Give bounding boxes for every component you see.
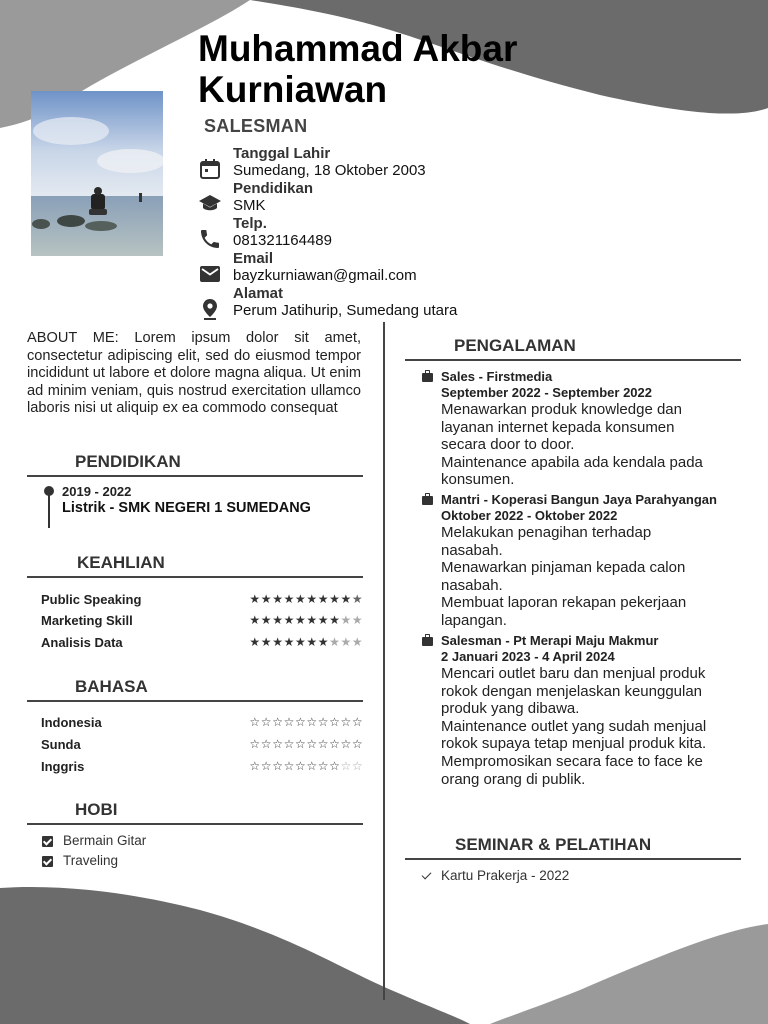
education-degree: Listrik - SMK NEGERI 1 SUMEDANG (62, 500, 311, 516)
star-outline-icon: ☆ (283, 715, 295, 729)
star-filled-icon: ★ (260, 592, 272, 606)
about-me-text: ABOUT ME: Lorem ipsum dolor sit amet, consectetur adipiscing elit, sed do eiusmod tempor incididunt ut labore et dolore magna aliqua. Ut enim ad minim veniam, quis nostrud exercitation ullamco laboris nisi ut aliquip ex ea commodo consequat (27, 330, 361, 416)
star-filled-icon: ★ (294, 613, 306, 627)
calendar-icon (198, 157, 222, 181)
experience-title: Sales - Firstmedia (441, 369, 553, 384)
star-filled-icon: ★ (306, 592, 318, 606)
description-line: produk yang dibawa. (441, 700, 580, 718)
star-outline-icon: ☆ (306, 715, 318, 729)
experience-dates: September 2022 - September 2022 (441, 385, 652, 400)
star-filled-icon: ★ (340, 592, 352, 606)
description-line: Mencari outlet baru dan menjual produk (441, 665, 706, 682)
star-empty-icon: ★ (351, 613, 363, 627)
star-filled-icon: ★ (272, 592, 283, 606)
description-line: rokok dengan menjelaskan keunggulan (441, 682, 703, 700)
star-filled-icon: ★ (283, 592, 295, 606)
star-empty-icon: ★ (351, 635, 363, 649)
skill-rating (249, 611, 363, 629)
language-name: Inggris (41, 759, 85, 774)
seminar-item: Kartu Prakerja - 2022 (441, 868, 570, 883)
info-label: Email (233, 250, 274, 267)
section-title-languages: BAHASA (75, 677, 148, 696)
skill-name: Public Speaking (41, 592, 142, 607)
skill-rating (249, 633, 363, 651)
experience-description (441, 401, 751, 489)
star-outline-icon: ☆ (272, 759, 283, 773)
hobby-label: Traveling (63, 853, 119, 868)
description-line: lapangan. (441, 611, 507, 629)
checkbox-checked-icon (42, 856, 53, 867)
language-rating (249, 757, 363, 775)
star-empty-icon: ★ (340, 635, 352, 649)
info-label: Pendidikan (233, 180, 314, 197)
star-outline-icon: ☆ (294, 715, 306, 729)
description-line: nasabah. (441, 541, 503, 559)
star-filled-icon: ★ (260, 635, 272, 649)
star-empty-icon: ★ (340, 613, 352, 627)
star-filled-icon: ★ (329, 613, 340, 627)
star-outline-icon: ☆ (294, 759, 306, 773)
star-filled-icon: ★ (249, 635, 261, 649)
star-filled-icon: ★ (260, 613, 272, 627)
person-name-line2: Kurniawan (198, 69, 388, 110)
star-half-icon: ★ (351, 592, 363, 606)
info-value: Perum Jatihurip, Sumedang utara (233, 302, 458, 319)
star-filled-icon: ★ (249, 592, 261, 606)
info-label: Tanggal Lahir (233, 145, 331, 162)
section-title-seminars: SEMINAR & PELATIHAN (455, 835, 652, 854)
star-outline-icon: ☆ (351, 715, 363, 729)
star-outline-icon: ☆ (317, 737, 329, 751)
star-filled-icon: ★ (249, 613, 261, 627)
star-outline-icon: ☆ (272, 715, 283, 729)
phone-icon (198, 227, 222, 251)
description-line: orang orang di publik. (441, 770, 586, 788)
language-name: Indonesia (41, 715, 102, 730)
experience-dates: Oktober 2022 - Oktober 2022 (441, 508, 618, 523)
star-outline-icon: ☆ (272, 737, 283, 751)
person-name-line1: Muhammad Akbar (198, 28, 518, 69)
description-line: Maintenance apabila ada kendala pada (441, 453, 703, 471)
star-empty-icon: ☆ (340, 759, 352, 773)
info-value: 081321164489 (233, 232, 332, 249)
section-title-education: PENDIDIKAN (75, 452, 181, 471)
skill-name: Marketing Skill (41, 613, 133, 628)
bottom-right-wave (490, 924, 768, 1024)
hobby-item (42, 833, 242, 849)
bottom-left-wave (0, 887, 470, 1024)
section-divider (27, 475, 363, 477)
star-outline-icon: ☆ (329, 759, 340, 773)
star-filled-icon: ★ (283, 635, 295, 649)
star-outline-icon: ☆ (317, 715, 329, 729)
star-filled-icon: ★ (283, 613, 295, 627)
language-name: Sunda (41, 737, 81, 752)
checkbox-checked-icon (42, 836, 53, 847)
info-value: bayzkurniawan@gmail.com (233, 267, 417, 284)
star-filled-icon: ★ (294, 592, 306, 606)
description-line: Maintenance outlet yang sudah menjual (441, 717, 707, 735)
star-outline-icon: ☆ (260, 759, 272, 773)
description-line: layanan internet kepada konsumen (441, 418, 675, 436)
section-divider (27, 576, 363, 578)
star-filled-icon: ★ (306, 613, 318, 627)
section-title-skills: KEAHLIAN (77, 553, 165, 572)
info-address (198, 285, 518, 328)
description-line: Menawarkan produk knowledge dan (441, 401, 682, 418)
briefcase-icon (422, 373, 433, 382)
star-outline-icon: ☆ (294, 737, 306, 751)
skill-rating (249, 590, 363, 608)
star-outline-icon: ☆ (260, 715, 272, 729)
description-line: Menawarkan pinjaman kepada calon (441, 559, 686, 577)
graduation-cap-icon (198, 192, 222, 216)
experience-title: Mantri - Koperasi Bangun Jaya Parahyangan (441, 492, 717, 507)
star-outline-icon: ☆ (249, 715, 261, 729)
description-line: nasabah. (441, 576, 503, 594)
info-value: SMK (233, 197, 266, 214)
star-outline-icon: ☆ (351, 737, 363, 751)
star-filled-icon: ★ (329, 592, 340, 606)
language-rating (249, 713, 363, 731)
hobby-item (42, 853, 242, 869)
star-outline-icon: ☆ (306, 737, 318, 751)
skill-name: Analisis Data (41, 635, 123, 650)
star-outline-icon: ☆ (340, 737, 352, 751)
star-outline-icon: ☆ (249, 737, 261, 751)
experience-description (441, 524, 751, 630)
info-label: Alamat (233, 285, 284, 302)
skill-row (41, 635, 363, 653)
section-title-experience: PENGALAMAN (454, 336, 576, 355)
info-label: Telp. (233, 215, 267, 232)
mail-icon (198, 262, 222, 286)
language-row (41, 759, 363, 777)
star-empty-icon: ★ (329, 635, 340, 649)
skill-row (41, 613, 363, 631)
language-rating (249, 735, 363, 753)
location-pin-icon (198, 297, 222, 321)
briefcase-icon (422, 637, 433, 646)
star-outline-icon: ☆ (340, 715, 352, 729)
timeline-line (48, 494, 50, 528)
star-filled-icon: ★ (317, 635, 329, 649)
briefcase-icon (422, 496, 433, 505)
star-outline-icon: ☆ (249, 759, 261, 773)
job-title: SALESMAN (204, 116, 308, 136)
experience-description (441, 665, 751, 788)
description-line: rokok supaya tetap menjual produk kita. (441, 735, 707, 753)
star-filled-icon: ★ (317, 613, 329, 627)
language-row (41, 715, 363, 733)
experience-dates: 2 Januari 2023 - 4 April 2024 (441, 649, 615, 664)
skill-row (41, 592, 363, 610)
description-line: secara door to door. (441, 436, 575, 454)
star-outline-icon: ☆ (329, 737, 340, 751)
education-years: 2019 - 2022 (62, 484, 132, 499)
section-title-hobbies: HOBI (75, 800, 118, 819)
hobby-label: Bermain Gitar (63, 833, 147, 848)
star-filled-icon: ★ (317, 592, 329, 606)
section-divider (405, 858, 741, 860)
star-outline-icon: ☆ (306, 759, 318, 773)
description-line: Mempromosikan secara face to face ke (441, 752, 703, 770)
star-filled-icon: ★ (272, 613, 283, 627)
section-divider (27, 823, 363, 825)
description-line: Membuat laporan rekapan pekerjaan (441, 594, 687, 612)
star-outline-icon: ☆ (329, 715, 340, 729)
experience-title: Salesman - Pt Merapi Maju Makmur (441, 633, 659, 648)
description-line: Melakukan penagihan terhadap (441, 524, 652, 541)
star-outline-icon: ☆ (260, 737, 272, 751)
star-filled-icon: ★ (294, 635, 306, 649)
language-row (41, 737, 363, 755)
description-line: konsumen. (441, 471, 515, 489)
star-outline-icon: ☆ (283, 737, 295, 751)
column-divider (383, 322, 385, 1000)
person-name (198, 28, 517, 110)
star-outline-icon: ☆ (317, 759, 329, 773)
profile-photo (31, 91, 163, 256)
star-empty-icon: ☆ (351, 759, 363, 773)
star-filled-icon: ★ (306, 635, 318, 649)
section-divider (405, 359, 741, 361)
info-value: Sumedang, 18 Oktober 2003 (233, 162, 426, 179)
section-divider (27, 700, 363, 702)
star-filled-icon: ★ (272, 635, 283, 649)
star-outline-icon: ☆ (283, 759, 295, 773)
